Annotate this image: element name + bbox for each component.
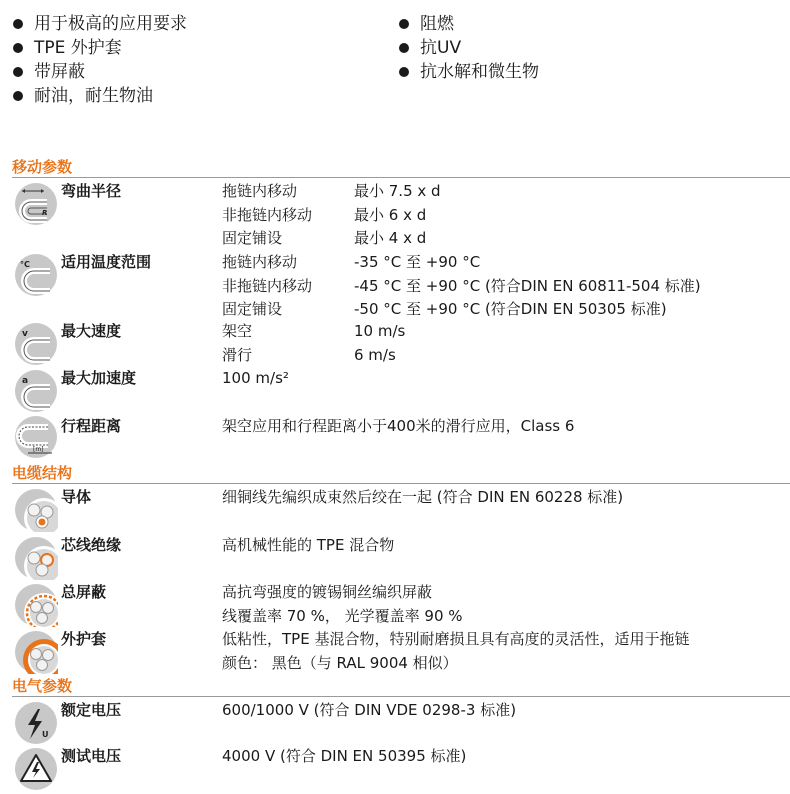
travel-distance-icon — [14, 415, 58, 459]
value-text: 10 m/s — [354, 322, 406, 340]
overall-shield-icon — [14, 583, 58, 627]
value-text: -50 °C 至 +90 °C (符合DIN EN 50305 标准) — [354, 300, 667, 318]
feature-column-right — [398, 12, 539, 84]
svg-text:v: v — [22, 329, 28, 339]
value-text: 4000 V (符合 DIN EN 50395 标准) — [222, 747, 467, 765]
temperature-icon — [14, 253, 58, 297]
sub-label: 拖链内移动 — [222, 253, 298, 271]
core-insulation-icon — [14, 536, 58, 580]
value-text: 低粘性，TPE 基混合物，特别耐磨损且具有高度的灵活性，适用于拖链 — [222, 630, 690, 648]
sub-label: 架空 — [222, 322, 253, 340]
sub-label: 非拖链内移动 — [222, 276, 313, 295]
svg-text:[m]: [m] — [33, 446, 44, 453]
feature-item: 用于极高的应用要求 — [12, 12, 187, 36]
sub-label: 滑行 — [222, 345, 253, 364]
sub-label: 固定铺设 — [222, 229, 283, 247]
svg-text:°C: °C — [20, 260, 30, 269]
bend-radius-icon — [14, 182, 58, 226]
value-text: 架空应用和行程距离小于400米的滑行应用，Class 6 — [222, 417, 575, 435]
svg-text:a: a — [22, 376, 29, 386]
row-label: 额定电压 — [61, 701, 122, 719]
conductor-icon — [14, 488, 58, 532]
svg-text:U: U — [42, 730, 49, 739]
sub-label: 拖链内移动 — [222, 182, 298, 200]
value-text: -45 °C 至 +90 °C (符合DIN EN 60811-504 标准) — [354, 276, 701, 295]
row-label: 最大加速度 — [61, 369, 137, 387]
feature-item: 耐油，耐生物油 — [12, 84, 187, 108]
value-text: 线覆盖率 70 %， 光学覆盖率 90 % — [222, 606, 463, 625]
value-text: 最小 6 x d — [354, 205, 427, 224]
svg-text:R: R — [42, 209, 48, 217]
test-voltage-icon — [14, 747, 58, 791]
feature-list — [12, 12, 782, 112]
row-label: 导体 — [61, 488, 92, 506]
value-text: 最小 4 x d — [354, 229, 427, 247]
value-text: 600/1000 V (符合 DIN VDE 0298-3 标准) — [222, 701, 517, 719]
section-title-electrical: 电气参数 — [12, 677, 790, 697]
value-text: 6 m/s — [354, 345, 396, 364]
row-label: 适用温度范围 — [61, 253, 152, 271]
value-text: -35 °C 至 +90 °C — [354, 253, 481, 271]
value-text: 高机械性能的 TPE 混合物 — [222, 536, 395, 554]
row-label: 芯线绝缘 — [61, 536, 122, 554]
feature-item: 抗UV — [398, 36, 539, 60]
row-label: 外护套 — [61, 630, 107, 648]
value-text: 颜色： 黑色（与 RAL 9004 相似） — [222, 653, 458, 672]
row-label: 最大速度 — [61, 322, 122, 340]
row-label: 弯曲半径 — [61, 182, 122, 200]
sub-label: 固定铺设 — [222, 300, 283, 318]
value-text: 高抗弯强度的镀锡铜丝编织屏蔽 — [222, 583, 433, 601]
row-label: 总屏蔽 — [61, 583, 107, 601]
row-label: 行程距离 — [61, 417, 122, 435]
acceleration-icon — [14, 369, 58, 413]
feature-item: 带屏蔽 — [12, 60, 187, 84]
value-text: 细铜线先编织成束然后绞在一起 (符合 DIN EN 60228 标准) — [222, 488, 624, 506]
feature-item: TPE 外护套 — [12, 36, 187, 60]
row-label: 测试电压 — [61, 747, 122, 765]
sub-label: 非拖链内移动 — [222, 205, 313, 224]
feature-column-left — [12, 12, 187, 108]
section-title-structure: 电缆结构 — [12, 464, 790, 484]
rated-voltage-icon — [14, 701, 58, 745]
velocity-icon — [14, 322, 58, 366]
value-text: 100 m/s² — [222, 369, 289, 387]
section-title-motion: 移动参数 — [12, 158, 790, 178]
feature-item: 抗水解和微生物 — [398, 60, 539, 84]
value-text: 最小 7.5 x d — [354, 182, 441, 200]
feature-item: 阻燃 — [398, 12, 539, 36]
outer-jacket-icon — [14, 630, 58, 674]
